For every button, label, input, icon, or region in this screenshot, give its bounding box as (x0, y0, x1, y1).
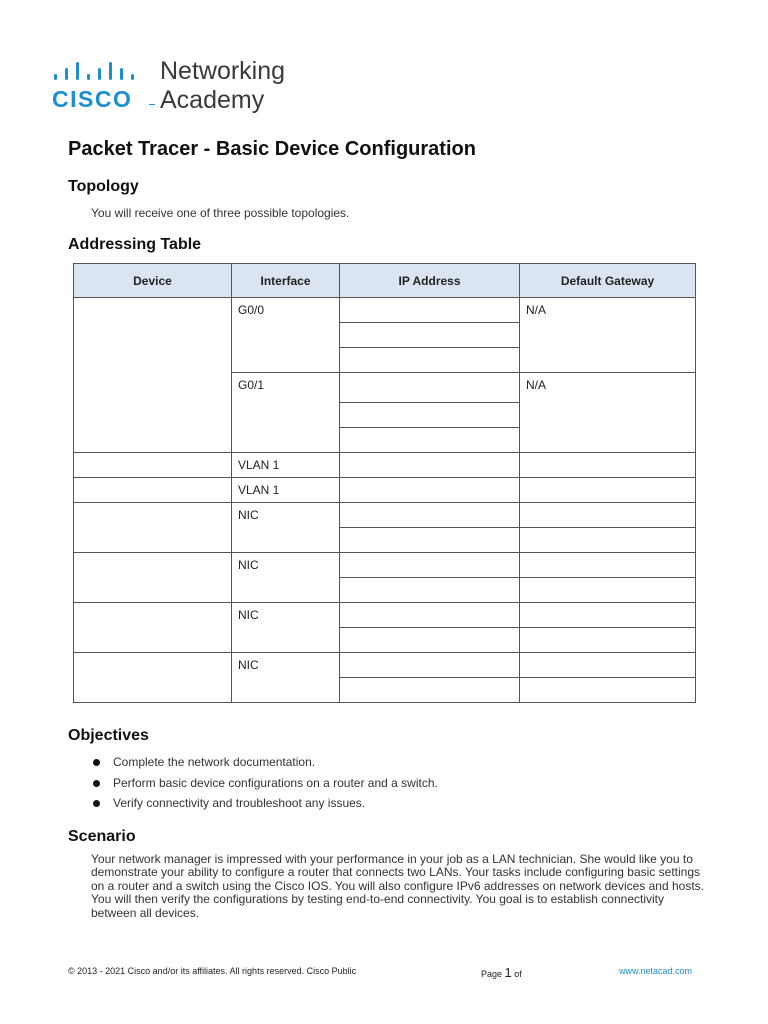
ip-cell (340, 478, 520, 503)
objective-text: Perform basic device configurations on a router and a switch. (113, 775, 438, 790)
gateway-cell (520, 478, 696, 503)
table-row (74, 603, 696, 628)
interface-cell: NIC (232, 653, 340, 703)
bullet-icon (93, 800, 100, 807)
interface-cell: G0/0 (232, 298, 340, 373)
topology-text: You will receive one of three possible topologies. (91, 206, 350, 220)
col-header-interface: Interface (232, 264, 340, 298)
table-header-row (74, 264, 696, 298)
footer-copyright: © 2013 - 2021 Cisco and/or its affiliates. All rights reserved. Cisco Public (68, 966, 357, 976)
logo-brand: CISCO (52, 86, 133, 112)
interface-cell: NIC (232, 603, 340, 653)
col-header-device: Device (74, 264, 232, 298)
ip-cell (340, 603, 520, 628)
interface-cell: G0/1 (232, 373, 340, 453)
ip-cell (340, 323, 520, 348)
bullet-icon (93, 759, 100, 766)
ip-cell (340, 453, 520, 478)
interface-cell: NIC (232, 503, 340, 553)
ip-cell (340, 503, 520, 528)
ip-cell (340, 428, 520, 453)
page-of: of (514, 969, 522, 979)
gateway-cell: N/A (520, 298, 696, 373)
gateway-cell (520, 628, 696, 653)
scenario-text: Your network manager is impressed with your performance in your job as a LAN technician. She would like you to demonstrate your ability to configure a router that connects two LANs. Your tasks include configuring basic settings on a router and a switch using the Cisco IOS. You will also configure IPv6 addresses on network devices and hosts. You will then verify the configurations by testing end-to-end connectivity. You goal is to establish connectivity between all devices. (91, 852, 705, 920)
addressing-heading: Addressing Table (68, 236, 202, 253)
table-row (74, 653, 696, 678)
ip-cell (340, 678, 520, 703)
col-header-default-gateway: Default Gateway (520, 264, 696, 298)
list-item (91, 773, 438, 794)
ip-cell (340, 553, 520, 578)
gateway-cell (520, 503, 696, 528)
device-cell (74, 478, 232, 503)
objective-text: Verify connectivity and troubleshoot any issues. (113, 796, 366, 810)
device-cell (74, 603, 232, 653)
cisco-bars-icon (54, 62, 144, 84)
gateway-cell (520, 603, 696, 628)
device-cell (74, 453, 232, 478)
gateway-cell (520, 528, 696, 553)
objectives-list (91, 752, 438, 814)
list-item (91, 793, 438, 814)
col-header-ip-address: IP Address (340, 264, 520, 298)
topology-heading: Topology (68, 178, 139, 195)
device-cell (74, 653, 232, 703)
cisco-logo (52, 58, 312, 118)
footer-netacad-link[interactable]: www.netacad.com (619, 966, 693, 976)
table-row (74, 478, 696, 503)
table-row (74, 553, 696, 578)
objectives-heading: Objectives (68, 727, 149, 744)
gateway-cell (520, 678, 696, 703)
table-row (74, 453, 696, 478)
device-cell (74, 298, 232, 453)
interface-cell: VLAN 1 (232, 478, 340, 503)
ip-cell (340, 628, 520, 653)
gateway-cell (520, 578, 696, 603)
logo-networking: Networking (160, 57, 286, 85)
device-cell (74, 503, 232, 553)
ip-cell (340, 653, 520, 678)
gateway-cell (520, 553, 696, 578)
device-cell (74, 553, 232, 603)
page-title: Packet Tracer - Basic Device Configuration (68, 138, 476, 160)
ip-cell (340, 528, 520, 553)
ip-cell (340, 348, 520, 373)
ip-cell (340, 578, 520, 603)
gateway-cell (520, 653, 696, 678)
gateway-cell (520, 453, 696, 478)
list-item (91, 752, 438, 773)
interface-cell: NIC (232, 553, 340, 603)
ip-cell (340, 373, 520, 403)
table-row (74, 298, 696, 323)
bullet-icon (93, 780, 100, 787)
page-number: 1 (504, 965, 512, 980)
ip-cell (340, 298, 520, 323)
logo-underscore (149, 104, 155, 105)
interface-cell: VLAN 1 (232, 453, 340, 478)
table-row (74, 503, 696, 528)
gateway-cell: N/A (520, 373, 696, 453)
ip-cell (340, 403, 520, 428)
page-label: Page (481, 969, 503, 979)
objective-text: Complete the network documentation. (113, 755, 316, 769)
logo-academy: Academy (160, 86, 265, 114)
footer-page-number (481, 965, 522, 980)
addressing-table (73, 263, 696, 703)
scenario-heading: Scenario (68, 828, 136, 845)
